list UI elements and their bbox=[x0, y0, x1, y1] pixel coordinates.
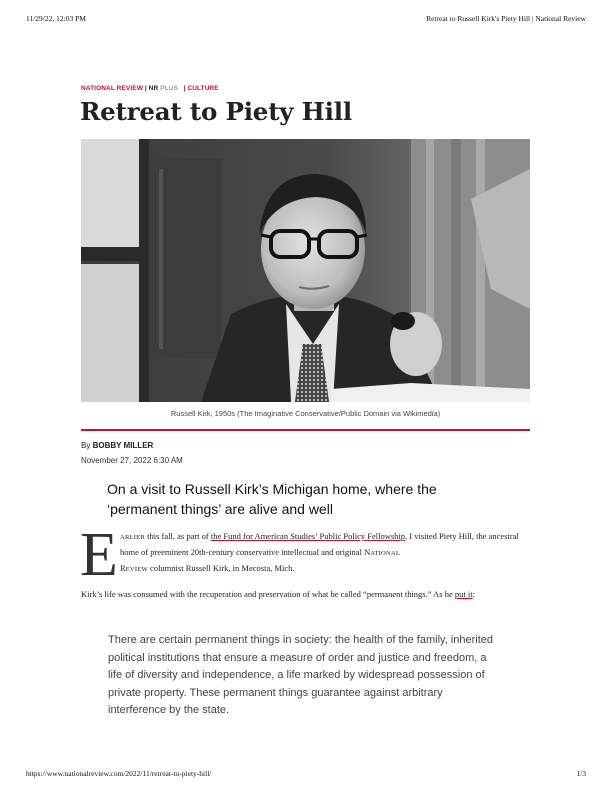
fellowship-link[interactable]: the Fund for American Studies’ Public Policy Fellowship bbox=[210, 531, 406, 541]
article-photo bbox=[81, 139, 530, 402]
kicker bbox=[81, 85, 219, 92]
p1-text-c: columnist Russell Kirk, in Mecosta, Mich. bbox=[147, 563, 295, 573]
sc-review-initial: R bbox=[120, 563, 126, 573]
author-link[interactable]: BOBBY MILLER bbox=[92, 441, 154, 450]
byline bbox=[81, 441, 153, 450]
sc-national-initial: N bbox=[364, 547, 371, 557]
byline-prefix: By bbox=[81, 441, 93, 450]
drop-cap: E bbox=[80, 521, 118, 589]
put-it-link[interactable]: put it bbox=[454, 589, 473, 599]
publish-date: November 27, 2022 6:30 AM bbox=[81, 456, 183, 465]
kicker-category-link[interactable]: CULTURE bbox=[187, 85, 219, 92]
sc-review-rest: EVIEW bbox=[125, 566, 148, 573]
article-dek: On a visit to Russell Kirk’s Michigan home, where the ‘permanent things’ are alive and well bbox=[107, 481, 437, 517]
p2-text-b: : bbox=[472, 589, 475, 599]
lead-small-caps: ARLIER bbox=[120, 534, 146, 541]
sc-national-rest: ATIONAL bbox=[370, 550, 401, 557]
article-title: Retreat to Piety Hill bbox=[80, 97, 352, 126]
portrait-photo-image bbox=[81, 139, 530, 402]
print-datetime: 11/29/22, 12:03 PM bbox=[26, 14, 86, 23]
p1-text-b: , I visited Piety Hill, the ancestral home of preeminent 20th-century conservative intellectual and original bbox=[120, 531, 519, 557]
p2-text-a: Kirk’s life was consumed with the recuperation and preservation of what he called “permanent things.” As he bbox=[81, 589, 455, 599]
divider-rule bbox=[81, 429, 530, 431]
print-page-number: 1/3 bbox=[576, 769, 586, 778]
block-quote: There are certain permanent things in society: the health of the family, inherited political institutions that ensure a measure of order and justice and freedom, a life of diversity and independence, a life marked by widespread possession of private property. These permanent things guarantee against arbitrary interference by the state. bbox=[108, 634, 494, 716]
print-header bbox=[26, 14, 586, 23]
kicker-plus-label: PLUS bbox=[160, 85, 178, 92]
kicker-sep-1: | bbox=[144, 85, 147, 92]
image-caption: Russell Kirk, 1950s (The Imaginative Conservative/Public Domain via Wikimedia) bbox=[170, 409, 441, 418]
kicker-sep-2: | bbox=[183, 85, 186, 92]
print-page-title: Retreat to Russell Kirk's Piety Hill | National Review bbox=[426, 14, 586, 23]
kicker-nr-link[interactable]: NR bbox=[148, 85, 159, 92]
print-footer bbox=[26, 769, 586, 778]
body-paragraph-1 bbox=[120, 529, 535, 577]
print-url: https://www.nationalreview.com/2022/11/retreat-to-piety-hill/ bbox=[26, 769, 212, 778]
kicker-section-link[interactable]: NATIONAL REVIEW bbox=[81, 85, 143, 92]
p1-text-a: this fall, as part of bbox=[145, 531, 211, 541]
body-paragraph-2 bbox=[81, 587, 531, 601]
